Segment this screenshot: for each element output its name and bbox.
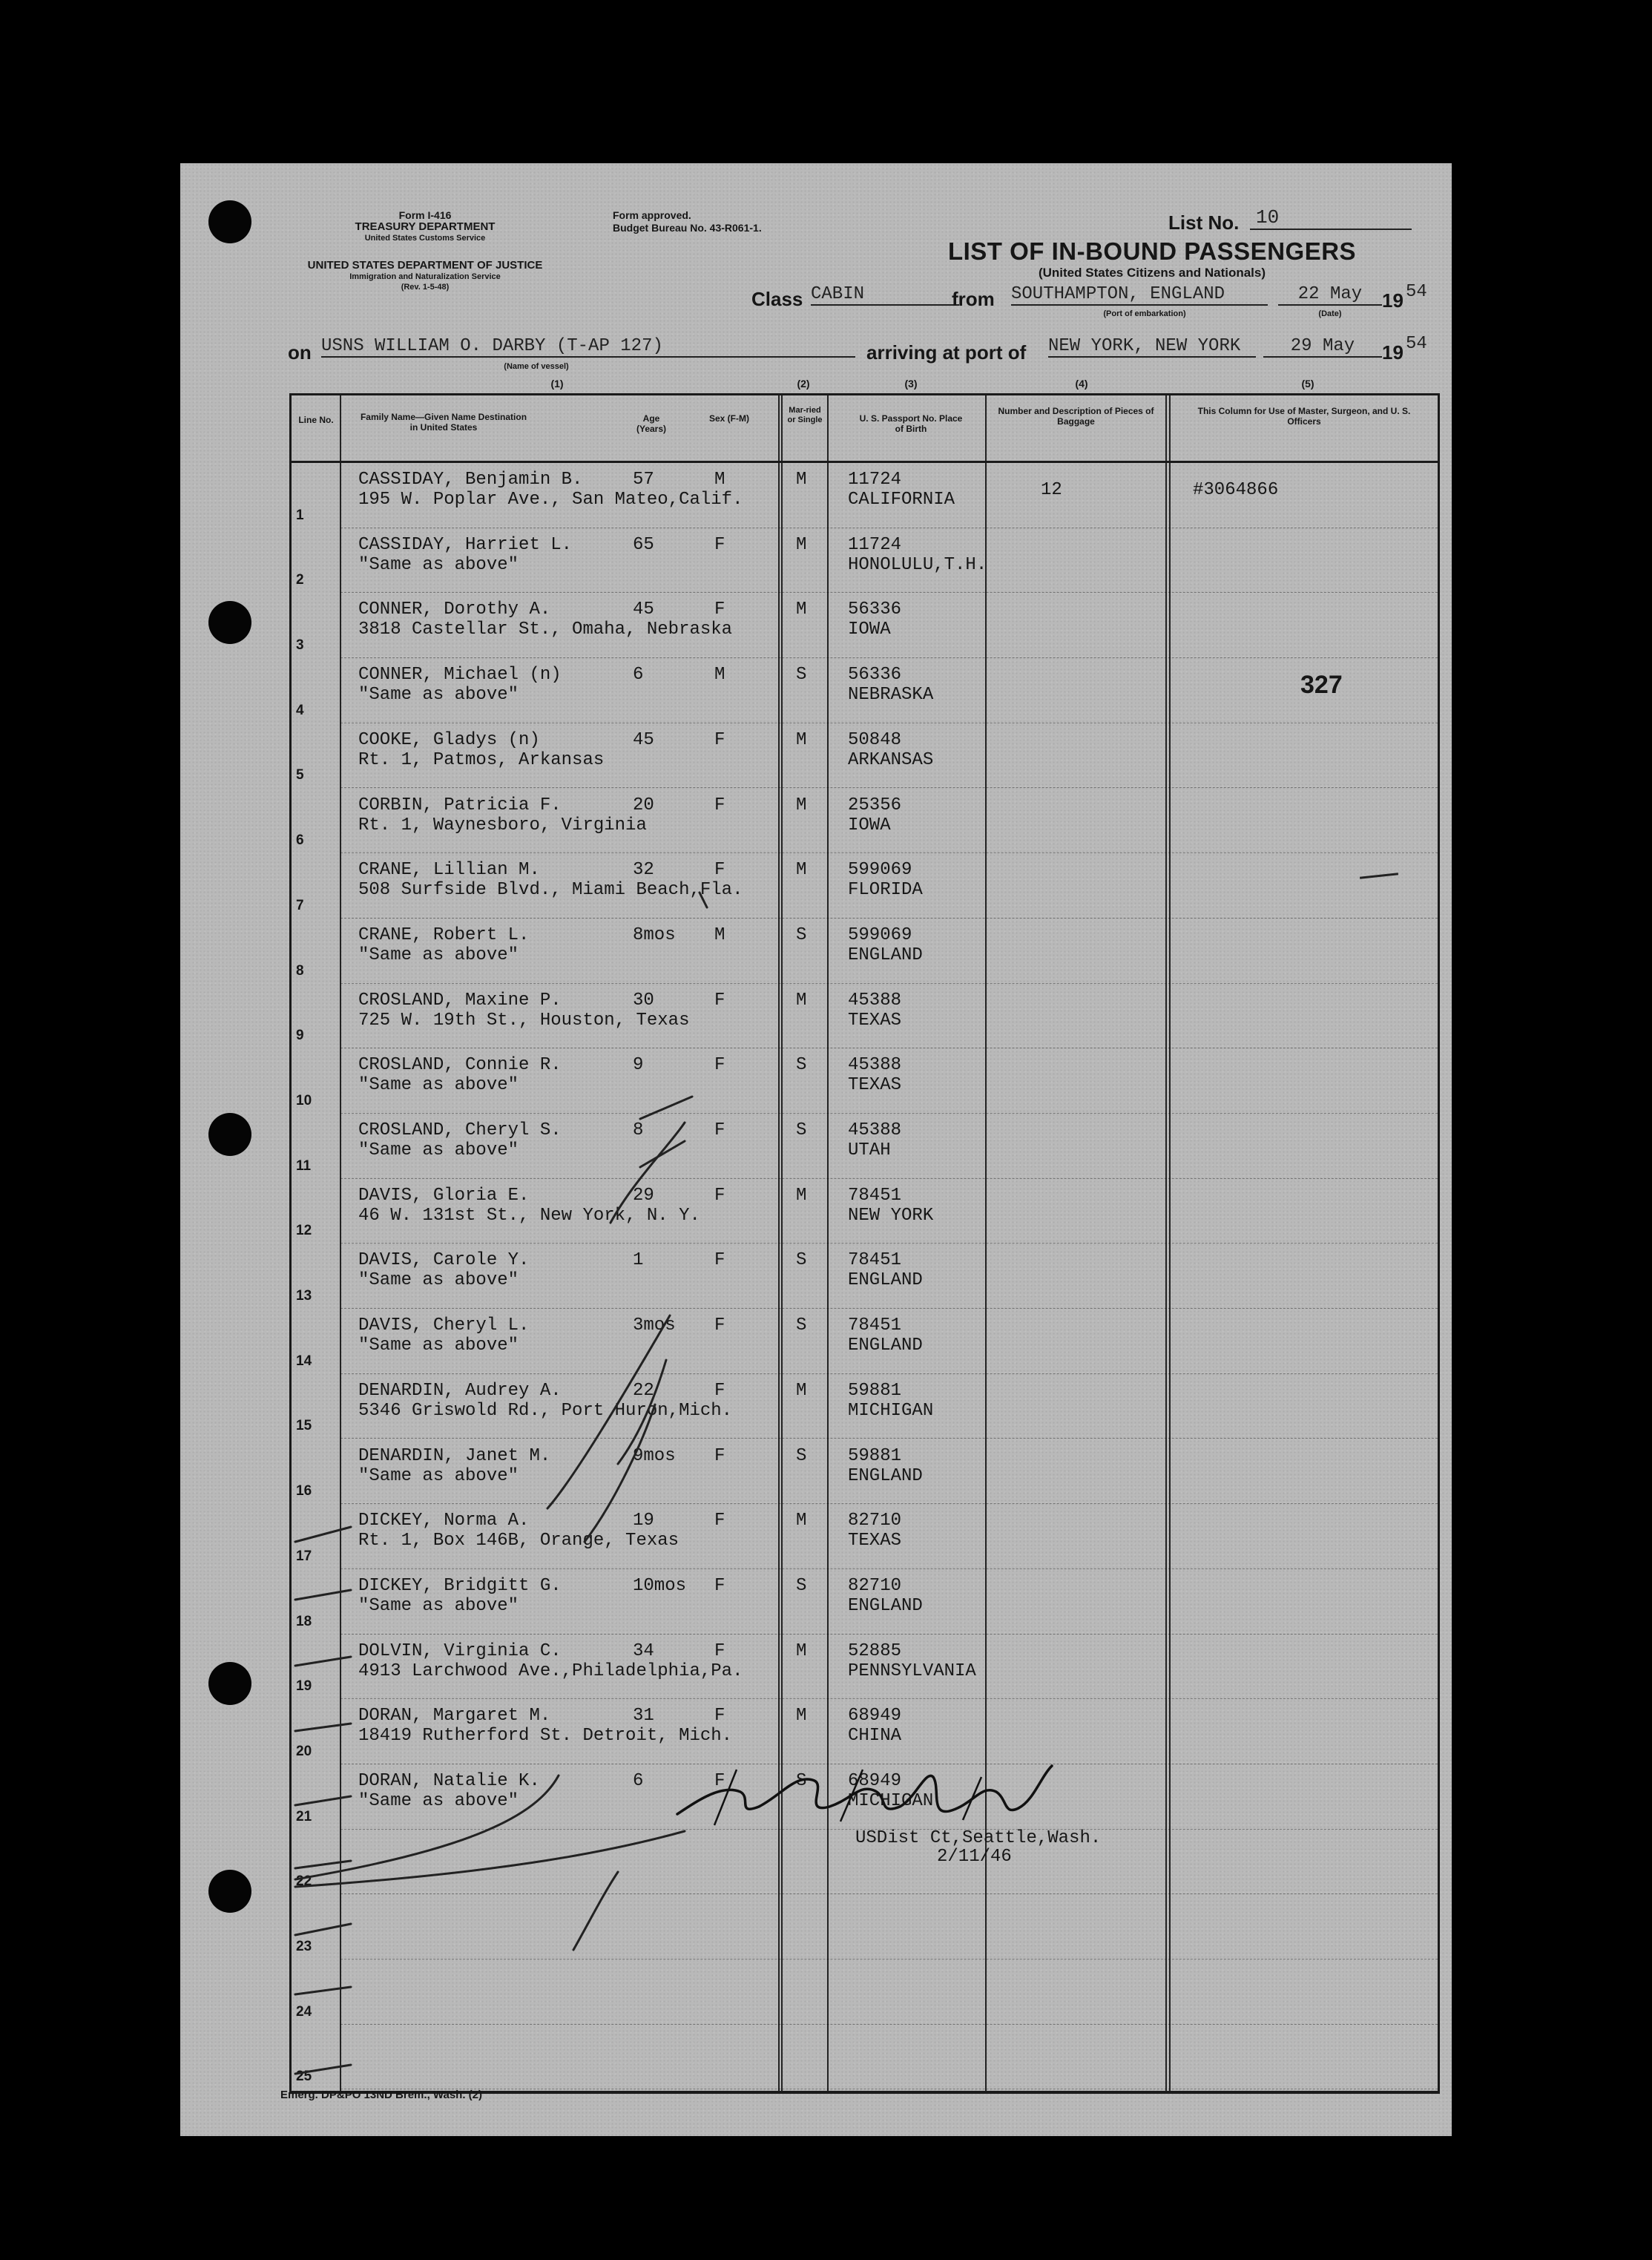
court-annotation: USDist Ct,Seattle,Wash. (855, 1828, 1102, 1848)
passenger-name: CRANE, Robert L. (358, 924, 530, 945)
passenger-sex: F (714, 1771, 725, 1791)
passenger-name: CORBIN, Patricia F. (358, 795, 562, 815)
from-label: from (952, 288, 995, 310)
place-of-birth: PENNSYLVANIA (848, 1660, 976, 1681)
passenger-marital-status: M (796, 534, 807, 555)
passenger-sex: F (714, 1445, 725, 1466)
passenger-age: 3mos (633, 1315, 676, 1336)
passport-number: 59881 (848, 1380, 902, 1401)
passport-number: 59881 (848, 1445, 902, 1466)
line-number: 14 (296, 1353, 312, 1369)
passenger-destination: "Same as above" (358, 1336, 519, 1356)
passenger-age: 45 (633, 729, 654, 750)
passenger-marital-status: M (796, 600, 807, 620)
date-caption: (Date) (1318, 309, 1342, 318)
place-of-birth: ENGLAND (848, 1336, 923, 1356)
passport-number: 68949 (848, 1771, 902, 1791)
passenger-sex: M (714, 470, 725, 490)
place-of-birth: NEBRASKA (848, 685, 934, 706)
arrival-year: 54 (1406, 334, 1427, 354)
line-number: 11 (296, 1157, 312, 1174)
passport-number: 82710 (848, 1575, 902, 1596)
col-number-5: (5) (1301, 378, 1314, 390)
arrival-year-prefix: 19 (1382, 341, 1403, 364)
line-number: 4 (296, 702, 304, 718)
passenger-sex: F (714, 729, 725, 750)
header-baggage: Number and Description of Pieces of Baggage (998, 406, 1154, 427)
passenger-destination: "Same as above" (358, 1595, 519, 1616)
header-line-no: Line No. (298, 415, 334, 425)
place-of-birth: FLORIDA (848, 880, 923, 901)
page-subtitle: (United States Citizens and Nationals) (1038, 266, 1266, 280)
passport-number: 78451 (848, 1185, 902, 1206)
passenger-name: DORAN, Natalie K. (358, 1771, 540, 1791)
header-name: Family Name—Given Name Destination in United States (360, 412, 527, 433)
passenger-name: CRANE, Lillian M. (358, 860, 540, 881)
line-number: 2 (296, 572, 304, 588)
dept-name: TREASURY DEPARTMENT (355, 220, 496, 233)
passenger-name: DICKEY, Bridgitt G. (358, 1575, 562, 1596)
line-number: 25 (296, 2069, 312, 2085)
passenger-destination: "Same as above" (358, 1465, 519, 1486)
place-of-birth: ENGLAND (848, 1465, 923, 1486)
passport-number: 599069 (848, 860, 912, 881)
arrival-port: NEW YORK, NEW YORK (1048, 336, 1256, 358)
passenger-sex: F (714, 1250, 725, 1271)
place-of-birth: HONOLULU,T.H. (848, 554, 987, 575)
passenger-name: CROSLAND, Maxine P. (358, 990, 562, 1011)
vessel-name: USNS WILLIAM O. DARBY (T-AP 127) (321, 336, 855, 358)
line-number: 1 (296, 507, 304, 523)
place-of-birth: TEXAS (848, 1531, 902, 1551)
passenger-destination: Rt. 1, Waynesboro, Virginia (358, 815, 647, 835)
ins-service: Immigration and Naturalization Service (349, 272, 501, 281)
place-of-birth: CALIFORNIA (848, 490, 955, 510)
embarkation-year: 54 (1406, 282, 1427, 302)
passport-number: 11724 (848, 470, 902, 490)
passenger-marital-status: S (796, 1315, 807, 1336)
line-number: 12 (296, 1223, 312, 1239)
line-number: 10 (296, 1092, 312, 1108)
embarkation-caption: (Port of embarkation) (1103, 309, 1186, 318)
passenger-destination: 3818 Castellar St., Omaha, Nebraska (358, 620, 733, 640)
passenger-sex: F (714, 1315, 725, 1336)
place-of-birth: IOWA (848, 815, 891, 835)
passenger-marital-status: S (796, 1575, 807, 1596)
passenger-age: 8mos (633, 924, 676, 945)
baggage-count: 12 (1041, 480, 1062, 500)
line-number: 8 (296, 962, 304, 979)
passport-number: 25356 (848, 795, 902, 815)
passenger-age: 20 (633, 795, 654, 815)
line-number: 20 (296, 1743, 312, 1759)
line-number: 6 (296, 832, 304, 849)
passenger-destination: Rt. 1, Patmos, Arkansas (358, 749, 605, 770)
passport-number: 45388 (848, 1055, 902, 1076)
passenger-marital-status: M (796, 470, 807, 490)
header-passport: U. S. Passport No. Place of Birth (859, 413, 963, 434)
passenger-age: 32 (633, 860, 654, 881)
line-number: 15 (296, 1418, 312, 1434)
list-no-value: 10 (1250, 206, 1412, 230)
line-number: 18 (296, 1613, 312, 1629)
passenger-sex: F (714, 1640, 725, 1661)
class-value: CABIN (811, 284, 959, 306)
year-prefix: 19 (1382, 289, 1403, 312)
class-label: Class (751, 288, 803, 310)
signature (670, 1755, 1056, 1836)
passenger-age: 65 (633, 534, 654, 555)
passenger-marital-status: S (796, 1771, 807, 1791)
footer-printer: Emerg. DP&PO 13ND Brem., Wash. (2) (280, 2089, 483, 2101)
passport-number: 78451 (848, 1315, 902, 1336)
place-of-birth: ENGLAND (848, 1270, 923, 1291)
punch-hole (208, 1662, 251, 1705)
punch-hole (208, 1870, 251, 1913)
line-number: 21 (296, 1808, 312, 1824)
passenger-name: DENARDIN, Audrey A. (358, 1380, 562, 1401)
passenger-name: CASSIDAY, Benjamin B. (358, 470, 583, 490)
line-number: 3 (296, 637, 304, 654)
line-number: 7 (296, 897, 304, 913)
passenger-sex: F (714, 860, 725, 881)
punch-hole (208, 601, 251, 644)
passenger-sex: F (714, 1575, 725, 1596)
place-of-birth: MICHIGAN (848, 1400, 934, 1421)
passport-number: 50848 (848, 729, 902, 750)
passenger-marital-status: S (796, 665, 807, 686)
passenger-age: 6 (633, 1771, 644, 1791)
header-married: Mar-ried or Single (787, 406, 823, 424)
passenger-destination: 508 Surfside Blvd., Miami Beach,Fla. (358, 880, 743, 901)
passenger-sex: F (714, 1511, 725, 1531)
col-number-3: (3) (904, 378, 918, 390)
passenger-sex: F (714, 600, 725, 620)
officer-note: #3064866 (1193, 480, 1279, 500)
date-annotation: 2/11/46 (937, 1847, 1012, 1867)
passenger-marital-status: M (796, 1185, 807, 1206)
punch-hole (208, 1113, 251, 1156)
vessel-caption: (Name of vessel) (504, 362, 569, 371)
form-number: Form I-416 (398, 209, 452, 221)
passport-number: 82710 (848, 1511, 902, 1531)
passenger-age: 8 (633, 1120, 644, 1140)
line-number: 5 (296, 767, 304, 784)
passenger-name: DENARDIN, Janet M. (358, 1445, 551, 1466)
passenger-marital-status: S (796, 924, 807, 945)
punch-hole (208, 200, 251, 243)
passenger-age: 57 (633, 470, 654, 490)
passenger-marital-status: M (796, 1380, 807, 1401)
passenger-sex: F (714, 1380, 725, 1401)
passenger-marital-status: S (796, 1445, 807, 1466)
passenger-destination: 195 W. Poplar Ave., San Mateo,Calif. (358, 490, 743, 510)
line-number: 22 (296, 1873, 312, 1890)
passenger-marital-status: S (796, 1250, 807, 1271)
passenger-age: 1 (633, 1250, 644, 1271)
justice-dept: UNITED STATES DEPARTMENT OF JUSTICE (307, 259, 543, 272)
passport-number: 52885 (848, 1640, 902, 1661)
passenger-age: 31 (633, 1706, 654, 1727)
place-of-birth: TEXAS (848, 1010, 902, 1031)
passenger-destination: "Same as above" (358, 1791, 519, 1811)
passenger-destination: 5346 Griswold Rd., Port Huron,Mich. (358, 1400, 733, 1421)
passenger-age: 19 (633, 1511, 654, 1531)
passenger-sex: F (714, 1185, 725, 1206)
passenger-name: DORAN, Margaret M. (358, 1706, 551, 1727)
line-number: 16 (296, 1483, 312, 1499)
arrival-date: 29 May (1263, 336, 1382, 358)
passenger-sex: F (714, 1706, 725, 1727)
passenger-destination: "Same as above" (358, 945, 519, 965)
place-of-birth: ARKANSAS (848, 749, 934, 770)
passenger-destination: "Same as above" (358, 685, 519, 706)
passenger-destination: 18419 Rutherford St. Detroit, Mich. (358, 1726, 733, 1747)
passenger-name: CONNER, Michael (n) (358, 665, 562, 686)
passenger-age: 29 (633, 1185, 654, 1206)
arriving-label: arriving at port of (866, 341, 1027, 364)
header-officers: This Column for Use of Master, Surgeon, and U. S. Officers (1197, 406, 1411, 427)
place-of-birth: NEW YORK (848, 1205, 934, 1226)
passenger-destination: 4913 Larchwood Ave.,Philadelphia,Pa. (358, 1660, 743, 1681)
passenger-name: DICKEY, Norma A. (358, 1511, 530, 1531)
passenger-name: CONNER, Dorothy A. (358, 600, 551, 620)
passenger-sex: F (714, 795, 725, 815)
passenger-table (289, 393, 1440, 2094)
passenger-age: 34 (633, 1640, 654, 1661)
list-no-label: List No. (1168, 211, 1240, 234)
passenger-age: 6 (633, 665, 644, 686)
passenger-sex: M (714, 665, 725, 686)
passenger-sex: F (714, 1055, 725, 1076)
budget-bureau: Budget Bureau No. 43-R061-1. (613, 222, 762, 234)
col-number-2: (2) (797, 378, 810, 390)
passenger-destination: "Same as above" (358, 1270, 519, 1291)
passenger-destination: "Same as above" (358, 554, 519, 575)
passport-number: 45388 (848, 990, 902, 1011)
passenger-destination: "Same as above" (358, 1140, 519, 1160)
passenger-sex: M (714, 924, 725, 945)
revision: (Rev. 1-5-48) (401, 283, 450, 292)
passenger-age: 9 (633, 1055, 644, 1076)
col-number-4: (4) (1075, 378, 1088, 390)
passenger-marital-status: S (796, 1055, 807, 1076)
passenger-marital-status: M (796, 1511, 807, 1531)
officer-note: 327 (1300, 671, 1343, 700)
passenger-destination: "Same as above" (358, 1075, 519, 1096)
passport-number: 56336 (848, 665, 902, 686)
col-number-1: (1) (550, 378, 564, 390)
passenger-age: 9mos (633, 1445, 676, 1466)
form-approved: Form approved. (613, 209, 691, 221)
passport-number: 45388 (848, 1120, 902, 1140)
place-of-birth: MICHIGAN (848, 1791, 934, 1811)
passenger-marital-status: M (796, 860, 807, 881)
passenger-marital-status: M (796, 1706, 807, 1727)
place-of-birth: TEXAS (848, 1075, 902, 1096)
passenger-sex: F (714, 534, 725, 555)
passenger-age: 30 (633, 990, 654, 1011)
place-of-birth: ENGLAND (848, 1595, 923, 1616)
embarkation-date: 22 May (1278, 284, 1382, 306)
passenger-marital-status: S (796, 1120, 807, 1140)
passenger-sex: F (714, 990, 725, 1011)
passenger-name: CROSLAND, Cheryl S. (358, 1120, 562, 1140)
passenger-marital-status: M (796, 990, 807, 1011)
passport-number: 11724 (848, 534, 902, 555)
line-number: 19 (296, 1678, 312, 1695)
passport-number: 68949 (848, 1706, 902, 1727)
place-of-birth: UTAH (848, 1140, 891, 1160)
passenger-list-sheet (180, 163, 1452, 2136)
passport-number: 599069 (848, 924, 912, 945)
on-label: on (288, 341, 312, 364)
check-marks (292, 395, 1438, 2091)
passport-number: 56336 (848, 600, 902, 620)
passenger-destination: 46 W. 131st St., New York, N. Y. (358, 1205, 700, 1226)
passenger-sex: F (714, 1120, 725, 1140)
line-number: 17 (296, 1548, 312, 1564)
place-of-birth: CHINA (848, 1726, 902, 1747)
passenger-destination: 725 W. 19th St., Houston, Texas (358, 1010, 690, 1031)
passenger-destination: Rt. 1, Box 146B, Orange, Texas (358, 1531, 679, 1551)
passenger-name: DAVIS, Carole Y. (358, 1250, 530, 1271)
passenger-marital-status: M (796, 729, 807, 750)
embarkation-port: SOUTHAMPTON, ENGLAND (1011, 284, 1268, 306)
line-number: 13 (296, 1288, 312, 1304)
passenger-name: DAVIS, Cheryl L. (358, 1315, 530, 1336)
passenger-age: 45 (633, 600, 654, 620)
page-title: LIST OF IN-BOUND PASSENGERS (947, 237, 1357, 265)
customs-service: United States Customs Service (364, 234, 486, 243)
place-of-birth: ENGLAND (848, 945, 923, 965)
place-of-birth: IOWA (848, 620, 891, 640)
passenger-age: 10mos (633, 1575, 687, 1596)
passenger-age: 22 (633, 1380, 654, 1401)
header-sex: Sex (F-M) (709, 413, 749, 424)
passenger-name: CASSIDAY, Harriet L. (358, 534, 573, 555)
passport-number: 78451 (848, 1250, 902, 1271)
line-number: 23 (296, 1939, 312, 1955)
line-number: 9 (296, 1028, 304, 1044)
passenger-name: CROSLAND, Connie R. (358, 1055, 562, 1076)
passenger-marital-status: M (796, 1640, 807, 1661)
passenger-name: DAVIS, Gloria E. (358, 1185, 530, 1206)
passenger-name: DOLVIN, Virginia C. (358, 1640, 562, 1661)
passenger-marital-status: M (796, 795, 807, 815)
passenger-name: COOKE, Gladys (n) (358, 729, 540, 750)
line-number: 24 (296, 2003, 312, 2020)
header-age: Age (Years) (636, 413, 667, 434)
